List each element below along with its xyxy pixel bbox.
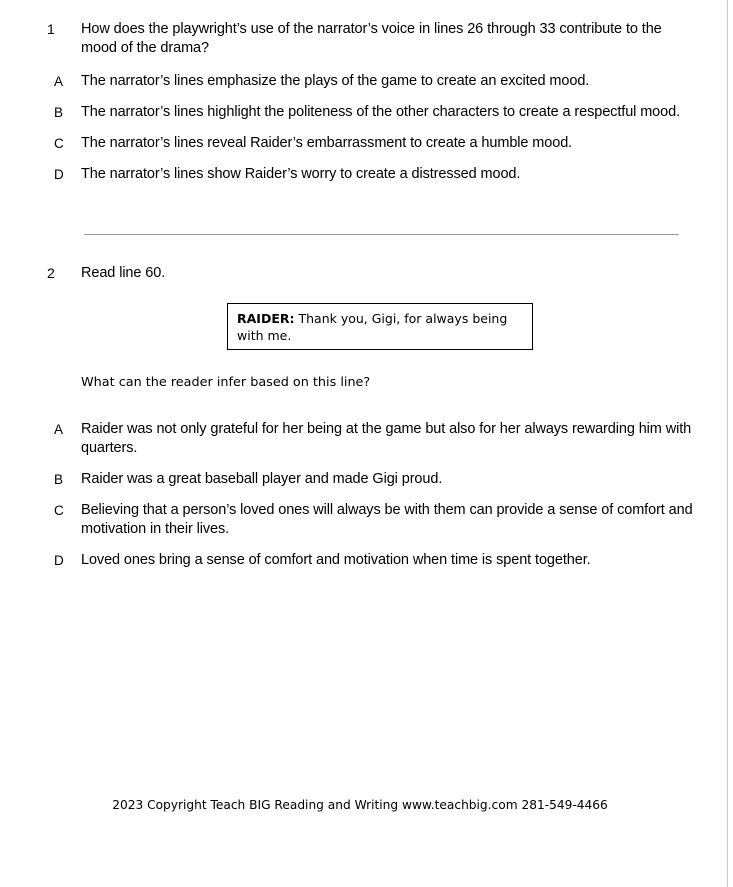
answer-choice-c[interactable] bbox=[0, 501, 700, 539]
choice-letter: A bbox=[54, 422, 64, 437]
question-number: 2 bbox=[47, 265, 55, 281]
question-stem bbox=[0, 20, 700, 58]
answer-choice-d[interactable] bbox=[0, 165, 700, 184]
question-text: How does the playwright’s use of the narrator’s voice in lines 26 through 33 contribute to the mood of the drama? bbox=[81, 21, 662, 56]
answer-choice-b[interactable] bbox=[0, 103, 700, 122]
choice-text: Believing that a person’s loved ones will always be with them can provide a sense of comfort and motivation in their lives. bbox=[81, 502, 693, 537]
choice-text: The narrator’s lines show Raider’s worry to create a distressed mood. bbox=[81, 166, 521, 182]
choice-text: The narrator’s lines emphasize the plays of the game to create an excited mood. bbox=[81, 73, 590, 89]
choice-text: The narrator’s lines highlight the politeness of the other characters to create a respectful mood. bbox=[81, 104, 681, 120]
question-text: Read line 60. bbox=[81, 265, 166, 281]
quote-speaker-label: RAIDER: bbox=[237, 311, 295, 326]
quote-line-text: Thank you, Gigi, for always being with me. bbox=[237, 311, 508, 343]
choice-letter: D bbox=[54, 167, 64, 182]
answer-choice-c[interactable] bbox=[0, 134, 700, 153]
page-edge-rule bbox=[727, 0, 728, 887]
answer-choice-a[interactable] bbox=[0, 420, 700, 458]
choice-text: Raider was not only grateful for her being at the game but also for her always rewarding him with quarters. bbox=[81, 421, 692, 456]
choice-text: The narrator’s lines reveal Raider’s embarrassment to create a humble mood. bbox=[81, 135, 573, 151]
question-sub-prompt: What can the reader infer based on this line? bbox=[81, 375, 371, 390]
answer-choice-a[interactable] bbox=[0, 72, 700, 91]
answer-choice-list-2-wrapper bbox=[0, 420, 700, 582]
choice-text: Raider was a great baseball player and made Gigi proud. bbox=[81, 471, 443, 487]
choice-text: Loved ones bring a sense of comfort and motivation when time is spent together. bbox=[81, 552, 591, 568]
answer-choice-d[interactable] bbox=[0, 551, 700, 570]
answer-choice-list bbox=[0, 420, 700, 570]
question-number: 1 bbox=[47, 21, 55, 37]
quoted-script-line-box bbox=[227, 303, 533, 350]
choice-letter: C bbox=[54, 503, 64, 518]
choice-letter: C bbox=[54, 136, 64, 151]
question-block-1 bbox=[0, 20, 700, 196]
question-stem bbox=[0, 264, 700, 283]
answer-choice-b[interactable] bbox=[0, 470, 700, 489]
section-divider bbox=[84, 234, 679, 235]
choice-letter: B bbox=[54, 472, 64, 487]
answer-choice-list bbox=[0, 72, 700, 184]
question-block-2 bbox=[0, 264, 700, 283]
choice-letter: B bbox=[54, 105, 64, 120]
choice-letter: A bbox=[54, 74, 64, 89]
page-footer: 2023 Copyright Teach BIG Reading and Writing www.teachbig.com 281-549-4466 bbox=[112, 798, 608, 812]
choice-letter: D bbox=[54, 553, 64, 568]
